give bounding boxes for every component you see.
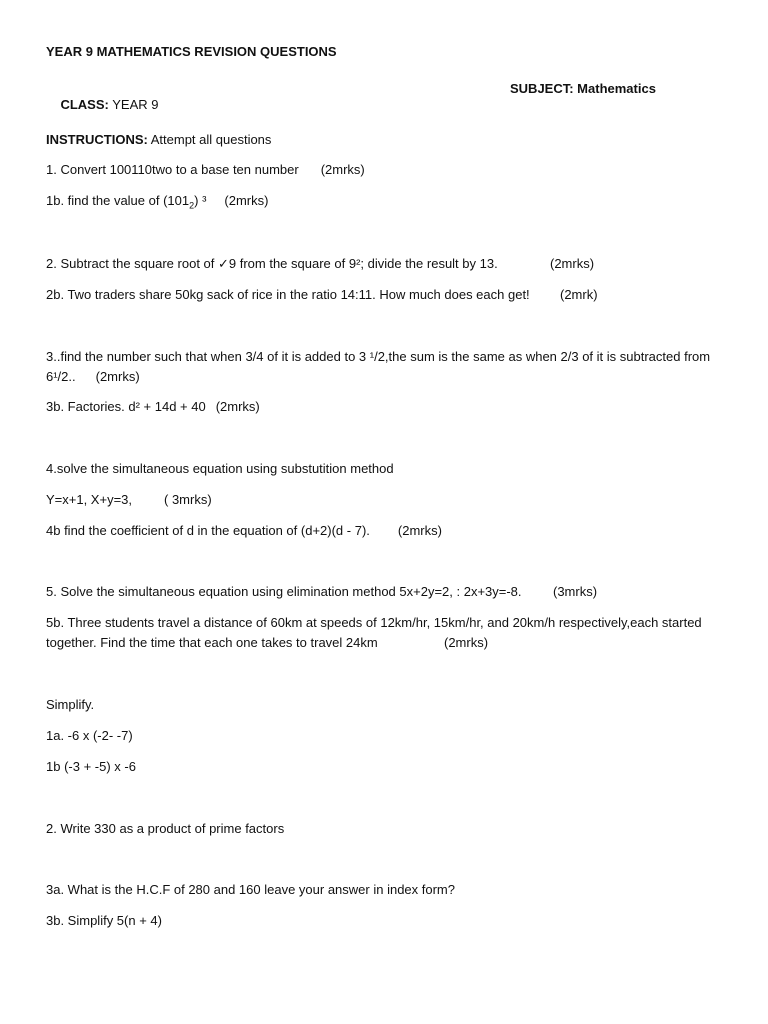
subject-field: SUBJECT: Mathematics [510,81,656,96]
question-1-marks: (2mrks) [320,162,365,177]
question-5b-line-1: 5b. Three students travel a distance of 60km at speeds of 12km/hr, 15km/hr, and 20km/h respectively,each started [46,615,702,630]
question-5-marks: (3mrks) [553,584,598,599]
simplify-2: 2. Write 330 as a product of prime factors [46,821,285,836]
question-3-line-2: 6¹/2.. (2mrks) [46,369,140,384]
question-1b-marks: (2mrks) [224,193,269,208]
question-2b-marks: (2mrk) [560,287,598,302]
document-title: YEAR 9 MATHEMATICS REVISION QUESTIONS [46,44,337,59]
question-4-marks: ( 3mrks) [164,492,212,507]
question-4b: 4b find the coefficient of d in the equation of (d+2)(d - 7). (2mrks) [46,523,442,538]
simplify-3b: 3b. Simplify 5(n + 4) [46,913,162,928]
question-1: 1. Convert 100110two to a base ten number (2mrks) [46,162,365,177]
simplify-1a: 1a. -6 x (-2- -7) [46,728,133,743]
question-3-line-1: 3..find the number such that when 3/4 of it is added to 3 ¹/2,the sum is the same as when 2/3 of it is subtracted from [46,349,711,364]
question-4-equations: Y=x+1, X+y=3, ( 3mrks) [46,492,212,507]
question-4: 4.solve the simultaneous equation using substutition method [46,461,394,476]
instructions: INSTRUCTIONS: Attempt all questions [46,132,272,147]
question-3-marks: (2mrks) [95,369,140,384]
question-2b: 2b. Two traders share 50kg sack of rice in the ratio 14:11. How much does each get! (2mrk) [46,287,598,302]
simplify-1b: 1b (-3 + -5) x -6 [46,759,136,774]
question-3b-marks: (2mrks) [215,399,260,414]
question-3b: 3b. Factories. d² + 14d + 40 (2mrks) [46,399,260,414]
simplify-3a: 3a. What is the H.C.F of 280 and 160 leave your answer in index form? [46,882,455,897]
question-4b-marks: (2mrks) [397,523,442,538]
question-5: 5. Solve the simultaneous equation using elimination method 5x+2y=2, : 2x+3y=-8. (3mrks) [46,584,598,599]
question-2: 2. Subtract the square root of ✓9 from the square of 9²; divide the result by 13. (2mrks) [46,256,595,271]
question-5b-marks: (2mrks) [444,635,489,650]
class-field: CLASS: YEAR 9 [60,97,159,112]
question-1b: 1b. find the value of $(101_2)$ ³ (2mrks) [46,193,269,211]
question-5b-line-2: together. Find the time that each one takes to travel 24km (2mrks) [46,635,489,650]
simplify-heading: Simplify. [46,697,95,712]
question-2-marks: (2mrks) [550,256,595,271]
